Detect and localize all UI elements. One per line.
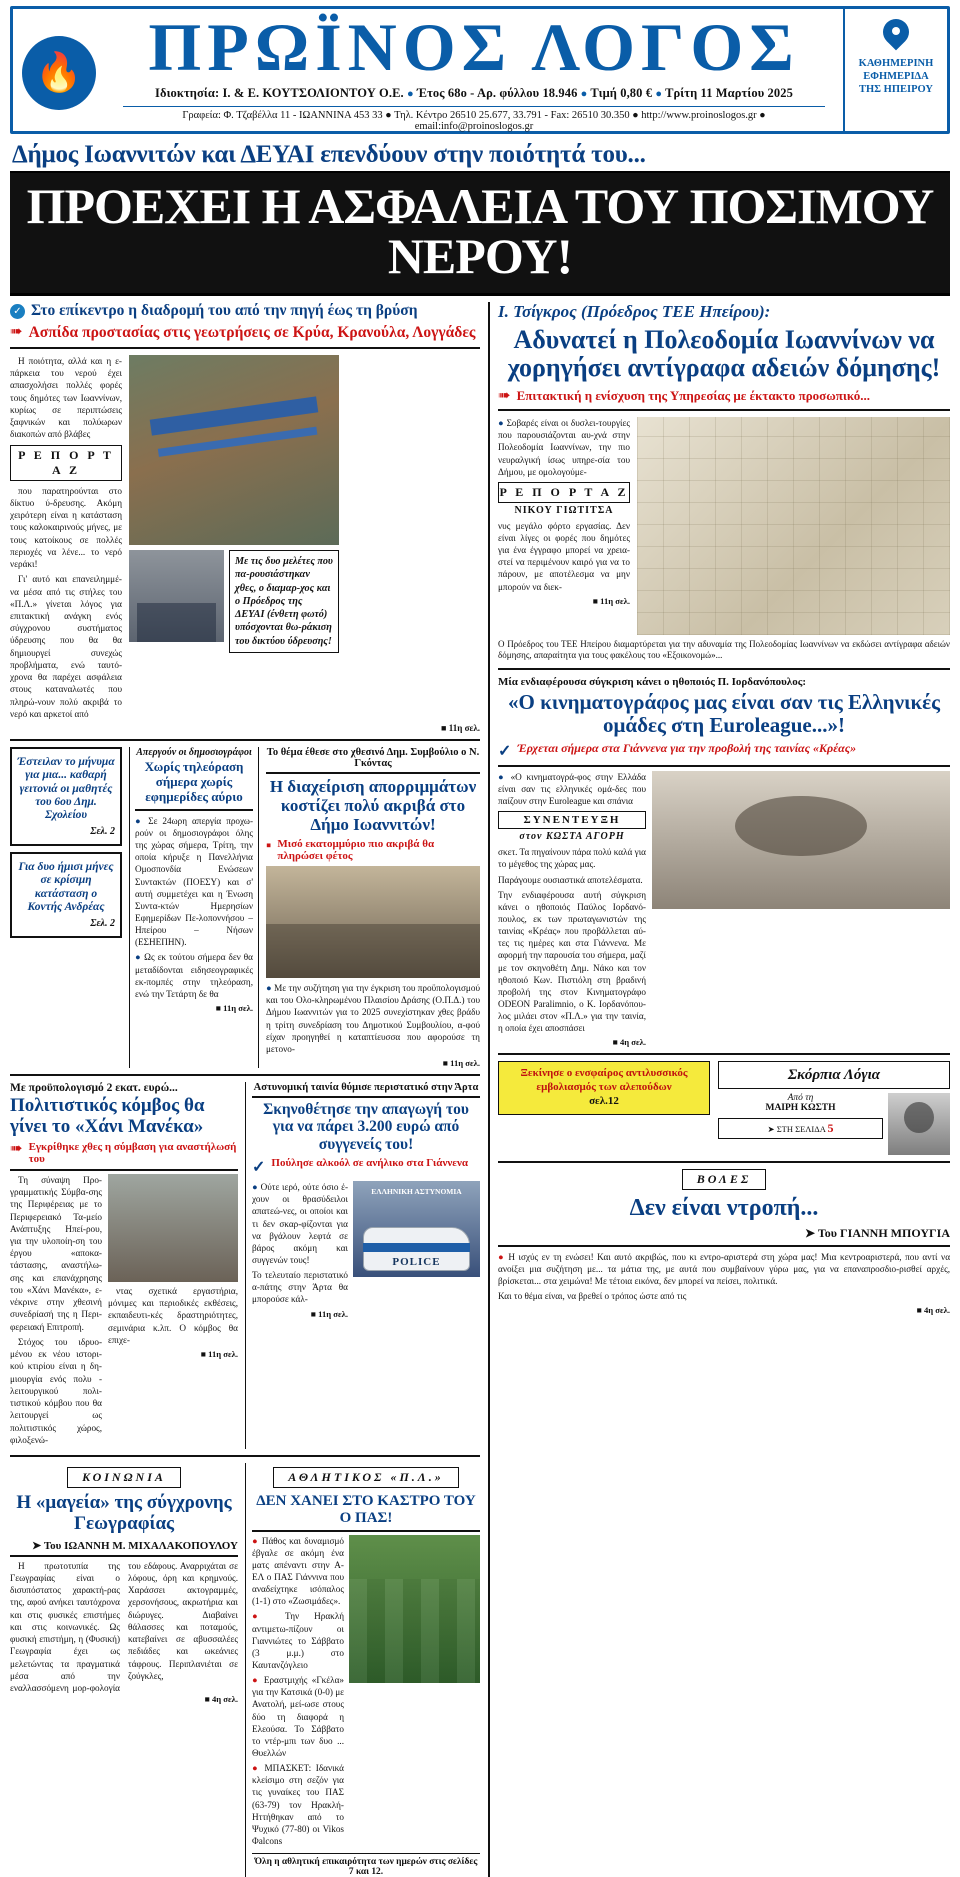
police-photo-top-label: ΕΛΛΗΝΙΚΗ ΑΣΤΥΝΟΜΙΑ <box>371 1186 462 1196</box>
badge-line-1: ΚΑΘΗΜΕΡΙΝΗ <box>858 58 934 69</box>
culture-para-2: Στόχος του ιδρυο-μένου εκ νέου ιστορι-κού κτιρίου είναι η δη-μιουργία ενός πολυ - λειτουργικού πολι-τιστικού κόμβου που θα λειτουργεί ως πολιτιστικός χώρος, φιλοξενώ- <box>10 1336 102 1445</box>
society-continuation: ■ 4η σελ. <box>204 1694 238 1705</box>
reportage-author: ΝΙΚΟΥ ΓΙΩΤΙΤΣΑ <box>514 504 614 516</box>
strike-title: Χωρίς τηλεόραση σήμερα χωρίς εφημερίδες αύριο <box>144 759 244 804</box>
divider <box>498 668 950 670</box>
lead-para-1: Η ποιότητα, αλλά και η ε-πάρκεια του νερού έχει απασχολήσει πολλές φορές τους δημότες των Ιωαννίνων, κυρίως σε περιπτώσεις ξαφνικών και πολύωρων διακοπών από βλάβες <box>10 356 122 440</box>
skorpia-from: Από τη <box>787 1093 814 1104</box>
check-icon: ✓ <box>498 742 512 760</box>
masthead <box>10 6 950 134</box>
arrow-right-icon: ➤ <box>32 1539 42 1552</box>
culture-sub: Εγκρίθηκε χθες η σύμβαση για αναστήλωσή του <box>28 1140 237 1165</box>
lead-article <box>10 355 480 723</box>
skorpia-page-number: 5 <box>827 1121 834 1136</box>
voles-item-2: Και το θέμα είναι, να βρεθεί ο τρόπος ώστε από τις <box>498 1291 687 1302</box>
sports-title: ΔΕΝ ΧΑΝΕΙ ΣΤΟ ΚΑΣΤΡΟ ΤΟΥ Ο ΠΑΣ! <box>256 1492 476 1526</box>
check-circle-icon: ✓ <box>10 304 25 319</box>
lead-photo-caption: Με τις δυο μελέτες που πα-ρουσιάστηκαν χθες, ο διαμαρ-χος και ο Πρόεδρος της ΔΕΥΑΙ (ένθετη φωτό) υπόσχονται θω-ράκιση του δικτύου ύδρευσης! <box>229 550 339 653</box>
sports-ribbon: ΑΘΛΗΤΙΚΟΣ «Π.Λ.» <box>273 1467 459 1488</box>
voles-item-1: Η ισχύς εν τη ενώσει! Και αυτό ακριβώς, που κι εντρο-αριστερά στη χώρα μας! Μια κεντροαριστερά, που αντί να ανοίξει μια συζήτηση με... τα μάτια της, με αυτά που συμβαίνουν γύρω μας, για να επαναπροσδιο-ρισθεί αρχές, βρίσκεται... στα χειμώνα! Με τέτοια εικόνα, δεν μπορεί να πείσει, πολιτικά. <box>498 1251 951 1287</box>
rabies-note-line-2: εμβολιασμός των αλεπούδων <box>536 1081 672 1094</box>
cinema-lead: «Ο κινηματογρά-φος στην Ελλάδα είναι σαν τις ελληνικές ομά-δες που παίζουν στην Euroleague και σπάνια <box>498 771 646 807</box>
arta-kicker: Αστυνομική ταινία θύμισε περιστατικό στην Άρτα <box>253 1082 479 1094</box>
divider <box>10 1169 238 1171</box>
society-article <box>10 1463 238 1877</box>
football-match-photo <box>349 1535 480 1683</box>
torch-icon: 🔥 <box>22 36 96 110</box>
divider <box>10 1555 238 1557</box>
left-column <box>10 302 480 1877</box>
divider <box>498 409 950 411</box>
arta-item-2: Το τελευταίο περιστατικό α-πάτης στην Άρτα θα μπορούσε κάλ- <box>252 1270 348 1305</box>
strike-item-1: Σε 24ωρη απεργία προχω-ρούν οι δημοσιογράφοι όλης της χώρας σήμερα, Τρίτη, την οποία κήρυξε η Πανελλήνια Ομοσπονδία Ενώσεων Συντακτών (ΠΟΕΣΥ) και σ' αυτή συμμετέχει και η Ένωση Συντα-κτών Ημερησίων Εφημερίδων Πε-λοποννήσου – Ηπείρου – Νήσων (ΕΣΗΕΠΗΝ). <box>135 815 254 948</box>
lead-sub1-row <box>10 302 480 320</box>
arta-sub: Πούλησε αλκοόλ σε ανήλικο στα Γιάννενα <box>271 1157 469 1170</box>
divider <box>10 739 480 741</box>
lead-para-2: που παρατηρούνται στο δίκτυο ύ-δρευσης. Ακόμη χειρότερη είναι η κατάσταση τους καλοκαιρινούς μήνες, με τους κατοίκους σε πολλές περιοχές να λένε... το νερό νεράκι! <box>10 485 122 570</box>
divider <box>498 1245 950 1247</box>
divider <box>498 1161 950 1163</box>
police-car-photo <box>353 1181 480 1277</box>
strike-continuation: ■ 11η σελ. <box>215 1003 253 1014</box>
skorpia-page-link[interactable] <box>718 1118 883 1139</box>
council-chamber-photo <box>266 866 480 978</box>
divider <box>252 1530 480 1532</box>
water-pipe-photo <box>129 355 339 545</box>
rabies-vaccination-note <box>498 1061 710 1114</box>
masthead-badge <box>843 9 947 131</box>
cinema-article: Μία ενδιαφέρουσα σύγκριση κάνει ο ηθοποιός Π. Ιορδανόπουλος: «Ο κινηματογράφος μας είναι σαν τις Ελληνικές ομάδες στη Euroleague...»! ✓ Έρχεται σήμερα στα Γιάννενα για την προβολή της ταινίας «Κρέας» ● «Ο κινηματογρά-φος στην Ελλάδα είναι σαν τις ελληνικές ομά-δες που παίζουν στην Euroleague και σπάνια ΣΥΝΕΝΤΕΥΞΗ στον ΚΩΣΤΑ ΑΓΟΡΗ σκετ. Τα πηγαίνουν πάρα πολύ καλά για το μέγεθος της χώρας μας. Παράγουμε ουσιαστικά αποτελέσματα. Την ενδιαφέρουσα αυτή σύγκριση κάνει ο ηθοποιός Παύλος Ιορδανό-πουλος, εκ των πρωταγωνιστών της ταινίας «Κρέας» που προβάλλεται αύ-τες τις ημέρες και στα Γιάννενα. Με αφορμή την παρουσία του σήμερα, μαζί με τον σκηνοθέτη Δημ. Νάκο και τον ηθοποιό Κων. Πιστιόλη στη βραδινή προβολή της στον Κινηματογράφο ΟDEON Paralimnio, ο Κ. Ιορδανόπου-λος μιλάει στον «Π.Λ.» για την ταινία, η οποία έχει αποσπάσει ■ 4η σελ. <box>498 676 950 1048</box>
culture-continuation: ■ 11η σελ. <box>200 1348 238 1359</box>
page-title: ΠΡΩΪΝΟΣ ΛΟΓΟΣ <box>148 9 800 85</box>
tsigkros-col-1: Σοβαρές είναι οι δυσλει-τουργίες που παρουσιάζονται αυ-χνά στην Πολεοδομία Ιωαννίνων, την πιο νευραλγική ίσως υπηρε-σία του Δήμου, με ομολογούμε- <box>498 418 630 477</box>
culture-para-3: ντας σχετικά εργαστήρια, μόνιμες και περιοδικές εκθέσεις, εκπαιδευτι-κές δραστηριότητες, σεμινάρια κ.λπ. Ο κόμβος θα επιχε- <box>108 1285 238 1345</box>
tsigkros-caption: Ο Πρόεδρος του ΤΕΕ Ηπείρου διαμαρτύρεται για την αδυναμία της Πολεοδομίας Ιωαννίνων να εκδώσει αντίγραφα αδειών δόμησης, απαραίτητα για τους φακέλους του «Εξοικονομώ»... <box>498 639 950 661</box>
reportage-tag-2: Ρ Ε Π Ο Ρ Τ Α Ζ <box>498 482 630 503</box>
masthead-address: Γραφεία: Φ. Τζαβέλλα 11 - ΙΩΑΝΝΙΝΑ 453 33 ● Τηλ. Κέντρο 26510 25.677, 33.791 - Fax: 26510 30.350 ● http://www.proinoslogos.gr ● email:info@proinoslogos.gr <box>123 106 825 132</box>
badge-line-3: ΤΗΣ ΗΠΕΙΡΟΥ <box>859 84 933 96</box>
culture-title: Πολιτιστικός κόμβος θα γίνει το «Χάνι Μανέκα» <box>10 1095 205 1137</box>
blueprint-drafting-photo <box>637 417 950 635</box>
divider <box>135 809 253 811</box>
arta-continuation: ■ 11η σελ. <box>310 1308 348 1319</box>
divider <box>498 765 950 767</box>
divider <box>252 1096 480 1098</box>
arrow-right-icon: ➠ <box>10 324 23 340</box>
sports-article: ΑΘΛΗΤΙΚΟΣ «Π.Λ.» ΔΕΝ ΧΑΝΕΙ ΣΤΟ ΚΑΣΤΡΟ ΤΟΥ Ο ΠΑΣ! ● Πάθος και δυναμισμό έβγαλε σε ακόμη ένα ματς απέναντι στην Α-ΕΛ ο ΠΑΣ Γιάννινα που αναδείχτηκε ισόπαλος (1-1) στο «Ζωσιμάδες». ● Την Ηρακλή αντιμετω-πίζουν οι Γιαννιώτες το Σάββατο (3 μ.μ.) στο Καυτανζόγλειο ● Εραστμιχής «Γκέλα» για την Κατσικά (0-0) με Ανατολή, μεί-ωσε στους δύο τη διαφορά η Ελεούσα. Το Σάββατο το ντέρ-μπι των δυο ... Θυελλών ● ΜΠΑΣΚΕΤ: Ιδανικά κλείσιμο στη σεζόν για τις γυναίκες του ΠΑΣ (63-79) τον Ηρακλή- Ηττήθηκαν από το Ψυχικό (77-80) οι Vikos Φalcons Όλη η αθλητική επικαιρότητα των ημερών στις σελίδες 7 και 12. <box>245 1463 480 1877</box>
sidebar-box-school-page: Σελ. 2 <box>90 826 115 838</box>
badge-line-2: ΕΦΗΜΕΡΙΔΑ <box>863 71 929 83</box>
arta-item-1: Ούτε ιερό, ούτε όσιο έ-χουν οι θρασύδειλοι απατεώ-νες, οι οποίοι και τι δεν σκαρ-φίζονται για να βγάλουν λεφτά σε βάρος ακόμη και συγγενών τους! <box>252 1182 349 1265</box>
cinema-col2b: Παράγουμε ουσιαστικά αποτελέσματα. <box>498 874 643 885</box>
check-icon: ✓ <box>252 1159 266 1177</box>
tsigkros-title: Αδυνατεί η Πολεοδομία Ιωαννίνων να χορηγήσει αντίγραφα αδειών δόμησης! <box>507 325 941 383</box>
waste-sub: Μισό εκατομμύριο πιο ακριβά θα πληρώσει φέτος <box>277 838 435 863</box>
date-text: Τρίτη 11 Μαρτίου 2025 <box>665 85 793 100</box>
arrow-right-icon: ➠ <box>10 1140 23 1157</box>
arrow-right-icon: ➠ <box>498 388 511 405</box>
voles-ribbon: ΒΟΛΕΣ <box>682 1169 767 1190</box>
tsigkros-sub: Επιτακτική η ενίσχυση της Υπηρεσίας με έκτακτο προσωπικό... <box>516 388 870 404</box>
cinema-title: «Ο κινηματογράφος μας είναι σαν τις Ελληνικές ομάδες στη Euroleague...»! <box>508 689 940 737</box>
bullet-icon: ▪ <box>266 838 272 855</box>
skorpia-page-link-label: ΣΤΗ ΣΕΛΙΔΑ <box>776 1124 826 1135</box>
sidebar-box-kontis-page: Σελ. 2 <box>90 918 115 930</box>
tsigkros-continuation: ■ 11η σελ. <box>592 595 630 606</box>
skorpia-author: ΜΑΙΡΗ ΚΩΣΤΗ <box>765 1103 836 1114</box>
culture-para-1: Τη σύναψη Προ-γραμματικής Σύμβα-σης της Περιφέρειας με το Περιφερειακό Τα-μείο Ανάπτυξης Ηπεί-ρου, για την υλοποίη-ση του έργου «αποκα-τάστασης, αναστήλω-σης και επανάχρησης του «Χάνι Μανέκα», ε-νέκρινε στην χθεσινή συνεδρίασή της η Περι-φερειακή Επιτροπή. <box>10 1174 102 1332</box>
sidebar-box-kontis <box>10 852 122 938</box>
tsigkros-byline: Ι. Τσίγκρος (Πρόεδρος ΤΕΕ Ηπείρου): <box>498 302 771 321</box>
skorpia-column <box>718 1061 950 1155</box>
waste-title: Η διαχείριση απορριμμάτων κοστίζει πολύ ακριβά στο Δήμο Ιωαννιτών! <box>269 777 477 835</box>
reportage-tag: Ρ Ε Π Ο Ρ Τ Α Ζ <box>10 445 122 481</box>
arrow-right-icon: ➤ <box>767 1124 775 1135</box>
waste-body: Με την συζήτηση για την έγκριση του προϋπολογισμού και του Ολο-κληρωμένου Πλαισίου Δράσης (Ο.Π.Δ.) του Δήμου Ιωαννιτών για το 2025 συνεχίστηκαν χθες βράδυ η τρίτη συνεδρίαση του Δημοτικού Συμβουλίου, α-φού είχαν προηγηθεί η καταπτίευσσα που αφορούσε τη μετονο- <box>266 983 480 1054</box>
lead-sub2: Ασπίδα προστασίας στις γεωτρήσεις σε Κρύα, Κρανούλα, Λογγάδες <box>28 324 476 341</box>
sidebar-box-kontis-text: Για δυο ήμισι μήνες σε κρίσιμη κατάσταση ο Κοντής Ανδρέας <box>18 861 114 913</box>
rabies-note-page: σελ.12 <box>589 1094 619 1107</box>
sidebar-box-school <box>10 747 122 846</box>
voles-article: ΒΟΛΕΣ Δεν είναι ντροπή... ➤ Του ΓΙΑΝΝΗ ΜΠΟΥΓΙΑ ● Η ισχύς εν τη ενώσει! Και αυτό ακριβώς, που κι εντρο-αριστερά στη χώρα μας! Μια κεντροαριστερά, που αντί να ανοίξει μια συζήτηση με... τα μάτια της, με αυτά που συμβαίνουν γύρω μας, για να επαναπροσδιο-ρισθεί αρχές, βρίσκεται... στα χειμώνα! Με τέτοια εικόνα, δεν μπορεί να πείσει, πολιτικά. Και το θέμα είναι, να βρεθεί ο τρόπος ώστε από τις ■ 4η σελ. <box>498 1169 950 1315</box>
divider <box>498 1053 950 1055</box>
divider <box>10 1074 480 1076</box>
sports-item-4: ΜΠΑΣΚΕΤ: Ιδανικά κλείσιμο στη σεζόν για τις γυναίκες του ΠΑΣ (63-79) τον Ηρακλή- Ηττήθηκαν από το Ψυχικό (77-80) οι Vikos Φalcons <box>252 1763 344 1846</box>
voles-byline: Του ΓΙΑΝΝΗ ΜΠΟΥΓΙΑ <box>817 1225 950 1240</box>
right-column: Ι. Τσίγκρος (Πρόεδρος ΤΕΕ Ηπείρου): Αδυνατεί η Πολεοδομία Ιωαννίνων να χορηγήσει αντίγραφα αδειών δόμησης! ➠ Επιτακτική η ενίσχυση της Υπηρεσίας με έκτακτο προσωπικό... ● Σοβαρές είναι οι δυσλει-τουργίες που παρουσιάζονται αυ-χνά στην Πολεοδομία Ιωαννίνων, την πιο νευραλγική ίσως υπηρε-σία του Δήμου, με ομολογούμε- Ρ Ε Π Ο Ρ Τ Α Ζ ΝΙΚΟΥ ΓΙΩΤΙΤΣΑ νυς μεγάλο φόρτο εργασίας. Δεν είναι λίγες οι φορές που δημότες για ένα έγγραφο μπορεί να χρεια-στεί να περιμένουν καιρό για να το πάρουν, με αποτέλεσμα να μην μπορούν να διεκ- ■ 11η σελ. Ο Πρόεδρος του ΤΕΕ Ηπείρου διαμαρτύρεται για την αδυναμία της Πολεοδομίας Ιωαννίνων να εκδώσει αντίγραφα αδειών δόμησης, απαραίτητα για τους φακέλους του «Εξοικονομώ»... Μία ενδιαφέρουσα σύγκριση κάνει ο ηθοποιός Π. Ιορδανόπουλος: «Ο κινηματογράφος μας είναι σαν τις Ελληνικές ομάδες στη Euroleague...»! ✓ Έρχεται σήμερα στα Γιάννενα για την προβολή της ταινίας «Κρέας» ● «Ο κινηματογρά-φος στην Ελλάδα είναι σαν τις ελληνικές ομά-δες που παίζουν στην Euroleague και σπάνια ΣΥΝΕΝΤΕΥΞΗ στον ΚΩΣΤΑ ΑΓΟΡΗ σκετ. Τα πηγαίνουν πάρα πολύ καλά για το μέγεθος της χώρας μας. Παράγουμε ουσιαστικά αποτελέσματα. Την ενδιαφέρουσα αυτή σύγκριση κάνει ο ηθοποιός Παύλος Ιορδανό-πουλος, εκ των πρωταγωνιστών της ταινίας «Κρέας» που προβάλλεται αύ-τες τις ημέρες και στα Γιάννενα. Με αφορμή την παρουσία του σήμερα, μαζί με τον σκηνοθέτη Δημ. Νάκο και τον ηθοποιό Κων. Πιστιόλη στη βραδινή προβολή της στον Κινηματογράφο ΟDEON Paralimnio, ο Κ. Ιορδανόπου-λος μιλάει στον «Π.Λ.» για την ταινία, η οποία έχει αποσπάσει ■ 4η σελ. Ξεκίνησε ο ενσφαίρος αντιλυσσικός εμβολιασμός των αλεπούδων σελ.12 Σκόρπια Λόγια Από τη ΜΑΙΡΗ ΚΩΣΤΗ ➤ ΣΤΗ ΣΕΛΙΔΑ 5 ΒΟΛΕΣ Δεν είναι ντροπή... ➤ Του ΓΙΑΝΝΗ ΜΠΟΥΓΙΑ ● Η ισχύς εν τη ενώσει! Και αυτό ακριβώς, που κι εντρο-αριστερά στη χώρα μας! Μια κεντροαριστερά, που αντί να ανοίξει μια συζήτηση με... τα μάτια της, με αυτά που συμβαίνουν γύρω μας, για να επαναπροσδιο-ρισθεί αρχές, βρίσκεται... στα χειμώνα! Με τέτοια εικόνα, δεν μπορεί να πείσει, πολιτικά. Και το θέμα είναι, να βρεθεί ο τρόπος ώστε από τις ■ 4η σελ. <box>488 302 950 1877</box>
columnist-portrait-photo <box>888 1093 950 1155</box>
sports-item-3: Εραστμιχής «Γκέλα» για την Κατσικά (0-0) με Ανατολή, μεί-ωσε στους δύο τη διαφορά η Ελεούσα. Το Σάββατο το ντέρ-μπι των δυο ... Θυελλών <box>252 1675 344 1758</box>
masthead-subline: Ιδιοκτησία: Ι. & Ε. ΚΟΥΤΣΟΛΙΟΝΤΟΥ Ο.Ε. ● Έτος 68ο - Αρ. φύλλου 18.946 ● Τιμή 0,80 € ● Τρίτη 11 Μαρτίου 2025 <box>155 85 793 100</box>
arta-article: Αστυνομική ταινία θύμισε περιστατικό στην Άρτα Σκηνοθέτησε την απαγωγή του για να πάρει 3.200 ευρώ από συγγενείς του! ✓ Πούλησε αλκοόλ σε ανήλικο στα Γιάννενα ● Ούτε ιερό, ούτε όσιο έ-χουν οι θρασύδειλοι απατεώ-νες, οι οποίοι και τι δεν σκαρ-φίζονται για να βγάλουν λεφτά σε βάρος ακόμη και συγγενών τους! Το τελευταίο περιστατικό α-πάτης στην Άρτα θα μπορούσε κάλ- ■ 11η σελ. ΕΛΛΗΝΙΚΗ ΑΣΤΥΝΟΜΙΑ POLICE <box>245 1082 480 1449</box>
price-text: Τιμή 0,80 € <box>590 85 653 100</box>
voles-continuation: ■ 4η σελ. <box>916 1305 950 1316</box>
police-photo-label: POLICE <box>392 1255 441 1268</box>
skorpia-ribbon: Σκόρπια Λόγια <box>787 1067 881 1084</box>
banner-rule <box>10 293 950 296</box>
society-byline: Του ΙΩΑΝΝΗ Μ. ΜΙΧΑΛΑΚΟΠΟΥΛΟΥ <box>43 1539 238 1552</box>
waste-kicker: Το θέμα έθεσε στο χθεσινό Δημ. Συμβούλιο ο Ν. Γκόντας <box>266 747 480 770</box>
issue-text: Έτος 68ο - Αρ. φύλλου 18.946 <box>416 85 578 100</box>
divider <box>10 347 480 349</box>
lead-sub2-row <box>10 324 480 342</box>
divider <box>266 772 480 774</box>
masthead-logo <box>13 9 105 131</box>
cinema-kicker: Μία ενδιαφέρουσα σύγκριση κάνει ο ηθοποιός Π. Ιορδανόπουλος: <box>498 675 807 688</box>
sports-footer: Όλη η αθλητική επικαιρότητα των ημερών στις σελίδες 7 και 12. <box>252 1853 480 1877</box>
divider <box>10 1455 480 1457</box>
interview-author: στον ΚΩΣΤΑ ΑΓΟΡΗ <box>519 831 625 843</box>
cinema-continuation: ■ 4η σελ. <box>612 1037 646 1048</box>
actor-portrait-photo <box>652 771 950 909</box>
sports-item-1: Πάθος και δυναμισμό έβγαλε σε ακόμη ένα ματς απέναντι στην Α-ΕΛ ο ΠΑΣ Γιάννινα που αναδείχτηκε ισόπαλος (1-1) στο «Ζωσιμάδες». <box>252 1535 344 1607</box>
cinema-col2a: σκετ. Τα πηγαίνουν πάρα πολύ καλά για το μέγεθος της χώρας μας. <box>498 847 646 870</box>
culture-article <box>10 1082 238 1449</box>
arta-title: Σκηνοθέτησε την απαγωγή του για να πάρει 3.200 ευρώ από συγγενείς του! <box>263 1101 469 1153</box>
lead-para-3: Γι' αυτό και επανειλημμέ-να μέσα από τις στήλες του «Π.Λ.» γίνεται λόγος για επιτακτική ανάγκη ενός σύγχρονου συστήματος ύδρευσης που θα θα δημιουργεί συνεχώς προβλήματα, ενώ ταυτό-χρονα θα παρέχει ασφάλεια στους καταναλωτές που πληρώ-νουν πολύ ακριβά το νερό και αρκετοί από <box>10 574 122 719</box>
sports-item-2: Την Ηρακλή αντιμετω-πίζουν οι Γιαννιώτες το Σάββατο (3 μ.μ.) στο Καυτανζόγλειο <box>252 1611 344 1670</box>
society-body: Η πρωτοτυπία της Γεωγραφίας είναι ο δισυπόστατος χαρακτή-ρας της, αφού ανήκει ταυτόχρονα και στις φυσικές επιστήμες και στις κοινωνικές. Ως φυσική επιστήμη, η (Φυσική) Γεωγραφία έχει ως μελετώντας τα πραγματικά μέσα από την εναλλασσόμενη μορ-φολογία του εδάφους. Αναρριχάται σε λόφους, όρη και κρημνούς. Χαράσσει ακτογραμμές, χερσονήσους, ακρωτήρια και διώρυγες. Διαβαίνει θάλασσες και ποταμούς, κατεβαίνει σε αβυσσαλέες πεδιάδες και ωκεάνιες τάφρους. Περιπλανιέται σε ζούγκλες, <box>10 1560 238 1694</box>
society-ribbon: ΚΟΙΝΩΝΙΑ <box>67 1467 181 1488</box>
waste-article: Το θέμα έθεσε στο χθεσινό Δημ. Συμβούλιο ο Ν. Γκόντας Η διαχείριση απορριμμάτων κοστίζει πολύ ακριβά στο Δήμο Ιωαννιτών! ▪ Μισό εκατομμύριο πιο ακριβά θα πληρώσει φέτος ● Με την συζήτηση για την έγκριση του προϋπολογισμού και του Ολο-κληρωμένου Πλαισίου Δράσης (Ο.Π.Δ.) του Δήμου Ιωαννιτών για το 2025 συνεχίστηκαν χθες βράδυ η τρίτη συνεδρίαση του Δημοτικού Συμβουλίου, α-φού είχαν προηγηθεί η καταπτίευσσα που αφορούσε τη μετονο- ■ 11η σελ. <box>266 747 480 1069</box>
waste-continuation: ■ 11η σελ. <box>442 1058 480 1069</box>
arrow-right-icon: ➤ <box>805 1225 816 1240</box>
culture-kicker: Με προϋπολογισμό 2 εκατ. ευρώ... <box>10 1082 178 1095</box>
cinema-sub: Έρχεται σήμερα στα Γιάννενα για την προβολή της ταινίας «Κρέας» <box>517 740 857 755</box>
cinema-col2c: Την ενδιαφέρουσα αυτή σύγκριση κάνει ο ηθοποιός Παύλος Ιορδανό-πουλος, εκ των πρωταγωνιστών της ταινίας «Κρέας» που προβάλλεται αύ-τες τις ημέρες και στα Γιάννενα. Με αφορμή την παρουσία του σήμερα, μαζί με τον σκηνοθέτη Δημ. Νάκο και τον ηθοποιό Κων. Πιστιόλη στη βραδινή προβολή της στον Κινηματογράφο ΟDEON Paralimnio, ο Κ. Ιορδανόπου-λος μιλάει στον «Π.Λ.» για την ταινία, η οποία έχει αποσπάσει <box>498 889 646 1034</box>
press-conference-photo <box>129 550 224 642</box>
society-title: Η «μαγεία» της σύγχρονης Γεωγραφίας <box>16 1491 232 1534</box>
lead-banner-headline: ΠΡΟΕΧΕΙ Η ΑΣΦΑΛΕΙΑ ΤΟΥ ΠΟΣΙΜΟΥ ΝΕΡΟΥ! <box>10 171 950 293</box>
strike-kicker: Απεργούν οι δημοσιογράφοι <box>136 747 252 759</box>
interview-tag: ΣΥΝΕΝΤΕΥΞΗ <box>498 811 646 829</box>
lead-continuation: ■ 11η σελ. <box>441 723 480 734</box>
ownership-text: Ιδιοκτησία: Ι. & Ε. ΚΟΥΤΣΟΛΙΟΝΤΟΥ Ο.Ε. <box>155 85 404 100</box>
tsigkros-col-2: νυς μεγάλο φόρτο εργασίας. Δεν είναι λίγες οι φορές που δημότες για ένα έγγραφο μπορεί να χρεια-στεί να περιμένουν καιρό για να το πάρουν, με αποτέλεσμα να μην μπορούν να διεκ- <box>498 520 630 592</box>
map-pin-icon <box>883 19 909 53</box>
rabies-note-line-1: Ξεκίνησε ο ενσφαίρος αντιλυσσικός <box>520 1067 688 1080</box>
lead-kicker: Δήμος Ιωαννιτών και ΔΕΥΑΙ επενδύουν στην ποιότητά του... <box>12 141 646 168</box>
chan-maneka-ruin-photo <box>108 1174 238 1282</box>
strike-article: Απεργούν οι δημοσιογράφοι Χωρίς τηλεόραση σήμερα χωρίς εφημερίδες αύριο ● Σε 24ωρη απεργία προχω-ρούν οι δημοσιογράφοι όλης της χώρας σήμερα, Τρίτη, την οποία κήρυξε η Πανελλήνια Ομοσπονδία Ενώσεων Συντακτών (ΠΟΕΣΥ) και σ' αυτή συμμετέχει και η Ένωση Συντα-κτών Ημερησίων Εφημερίδων Πε-λοποννήσου – Ηπείρου – Νήσων (ΕΣΗΕΠΗΝ). ● Ως εκ τούτου σήμερα δεν θα μεταδίδονται ειδησεογραφικές εκ-πομπές στην τηλεόραση, ενώ την Τετάρτη δε θα ■ 11η σελ. <box>129 747 259 1068</box>
strike-item-2: Ως εκ τούτου σήμερα δεν θα μεταδίδονται ειδησεογραφικές εκ-πομπές στην τηλεόραση, ενώ την Τετάρτη δε θα <box>135 952 253 999</box>
sidebar-box-school-text: Έστειλαν το μήνυμα για μια... καθαρή γειτονιά οι μαθητές του 6ου Δημ. Σχολείου <box>17 756 115 821</box>
lead-sub1: Στο επίκεντρο η διαδρομή του από την πηγή έως τη βρύση <box>31 302 418 319</box>
voles-title: Δεν είναι ντροπή... <box>629 1195 819 1222</box>
